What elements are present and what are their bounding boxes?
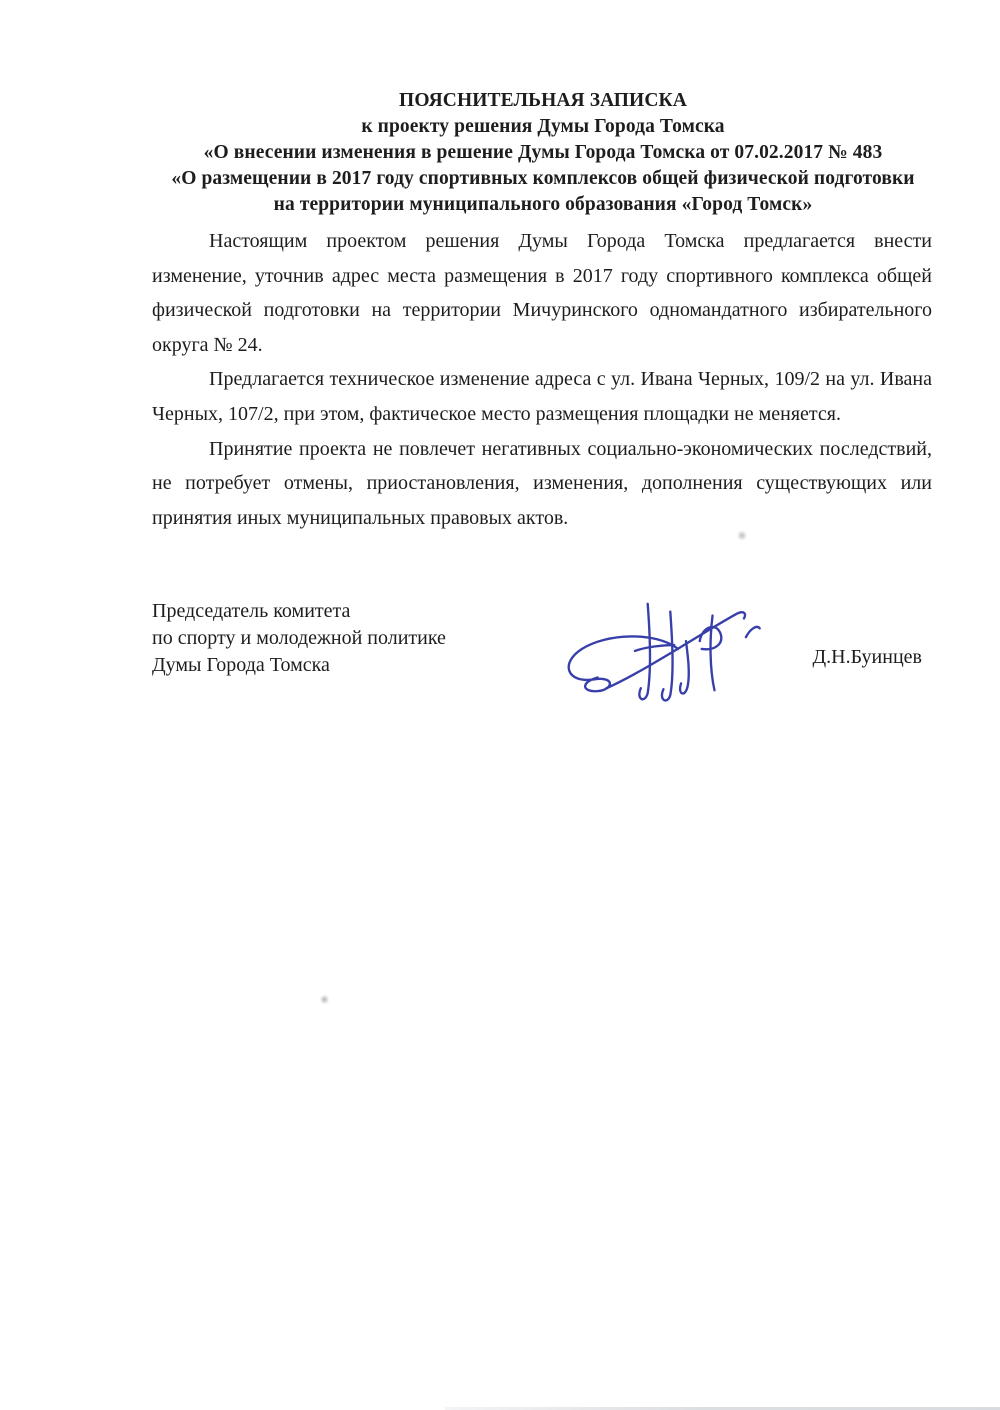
title-line-2: к проекту решения Думы Города Томска: [361, 116, 725, 137]
title-line-3: «О внесении изменения в решение Думы Города Томска от 07.02.2017 № 483: [203, 142, 883, 163]
title-line-1: ПОЯСНИТЕЛЬНАЯ ЗАПИСКА: [399, 90, 687, 111]
paragraph-1: Настоящим проектом решения Думы Города Томска предлагается внести изменение, уточнив адрес места размещения в 2017 году спортивного комплекса общей физической подготовки на территории Мичуринского одномандатного избирательного округа № 24.: [152, 230, 932, 356]
signatory-position: [152, 598, 446, 679]
position-line-3: Думы Города Томска: [152, 654, 330, 676]
signature-block: [152, 598, 934, 728]
document-title: [152, 88, 934, 218]
position-line-2: по спорту и молодежной политике: [152, 627, 446, 649]
paragraph-3: Принятие проекта не повлечет негативных социально-экономических последствий, не потребует отмены, приостановления, изменения, дополнения существующих или принятия иных муниципальных правовых актов.: [152, 437, 932, 529]
document-body: [152, 224, 932, 535]
title-line-4: «О размещении в 2017 году спортивных комплексов общей физической подготовки: [171, 168, 915, 189]
handwritten-signature-icon: [552, 590, 764, 703]
scan-speck: [320, 994, 329, 1005]
position-line-1: Председатель комитета: [152, 600, 351, 622]
signatory-name: Д.Н.Буинцев: [812, 646, 922, 668]
title-line-5: на территории муниципального образования «Город Томск»: [273, 194, 813, 215]
paragraph-2: Предлагается техническое изменение адреса с ул. Ивана Черных, 109/2 на ул. Ивана Черных, 107/2, при этом, фактическое место размещения площадки не меняется.: [152, 368, 932, 425]
